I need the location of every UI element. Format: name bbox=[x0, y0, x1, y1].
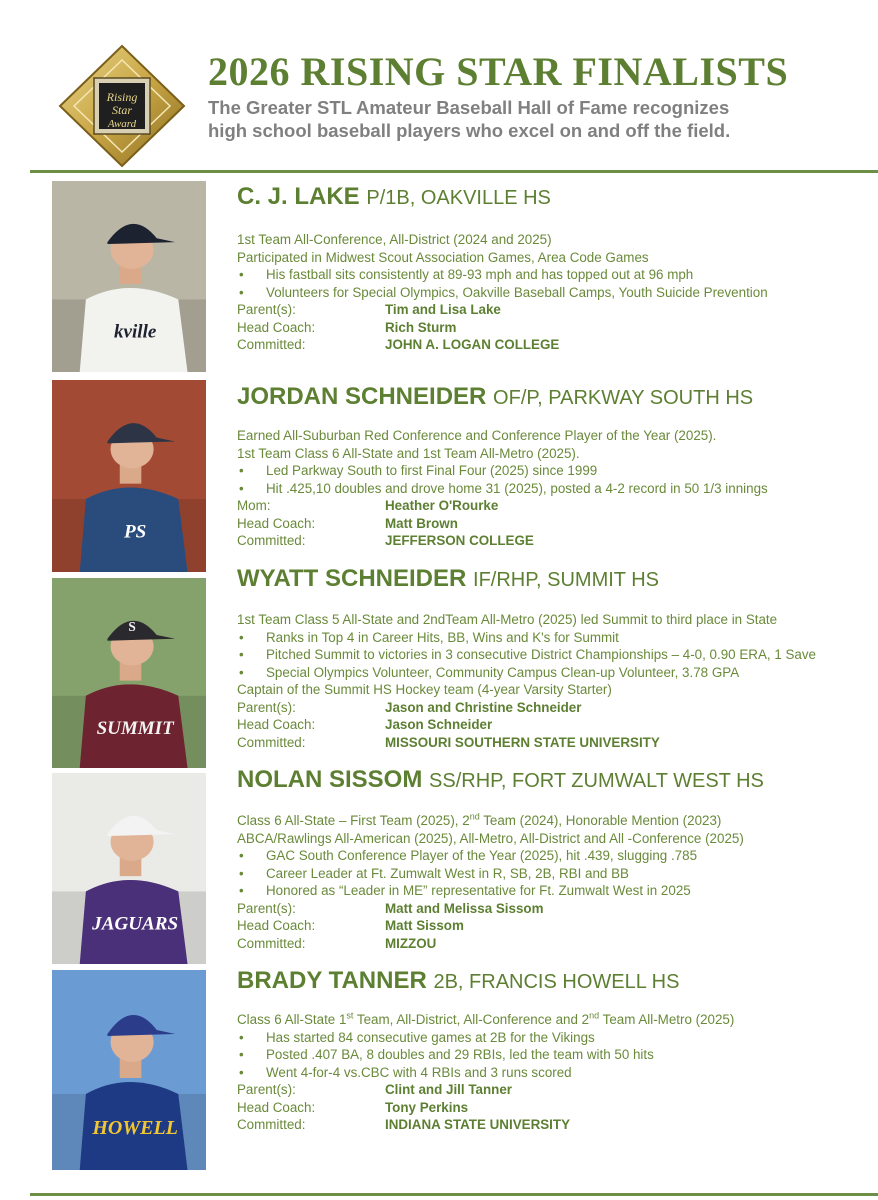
jersey-lettering: PS bbox=[123, 521, 147, 543]
cap-letter: S bbox=[128, 619, 136, 635]
parent-row: Mom: Heather O'Rourke bbox=[237, 498, 499, 513]
jersey-lettering: JAGUARS bbox=[92, 913, 179, 935]
player-name: WYATT SCHNEIDER IF/RHP, SUMMIT HS bbox=[237, 565, 659, 592]
player-card-tanner bbox=[237, 966, 878, 1134]
achievement-bullet: • Went 4-for-4 vs.CBC with 4 RBIs and 3 runs scored bbox=[237, 1064, 878, 1082]
parent-row: Parent(s): Jason and Christine Schneider bbox=[237, 699, 582, 715]
achievement: 1st Team Class 5 All-State and 2ndTeam All-Metro (2025) led Summit to third place in State bbox=[237, 612, 778, 627]
achievement-bullet: • Pitched Summit to victories in 3 consecutive District Championships – 4-0, 0.90 ERA, 1 Save bbox=[237, 646, 878, 664]
player-name: NOLAN SISSOM SS/RHP, FORT ZUMWALT WEST HS bbox=[237, 766, 764, 793]
player-name: JORDAN SCHNEIDER OF/P, PARKWAY SOUTH HS bbox=[237, 383, 754, 410]
jersey-lettering: kville bbox=[113, 321, 157, 343]
parent-row: Parent(s): Matt and Melissa Sissom bbox=[237, 900, 544, 916]
achievement-bullet: • Special Olympics Volunteer, Community Campus Clean-up Volunteer, 3.78 GPA bbox=[237, 664, 878, 682]
achievement-bullet: • Hit .425,10 doubles and drove home 31 (2025), posted a 4-2 record in 50 1/3 innings bbox=[237, 480, 878, 498]
achievement-bullet: • Ranks in Top 4 in Career Hits, BB, Wins and K's for Summit bbox=[237, 629, 878, 647]
achievement-bullet: • GAC South Conference Player of the Year (2025), hit .439, slugging .785 bbox=[237, 847, 878, 865]
player-name: C. J. LAKE P/1B, OAKVILLE HS bbox=[237, 183, 551, 210]
player-name: BRADY TANNER 2B, FRANCIS HOWELL HS bbox=[237, 967, 680, 994]
achievement: 1st Team Class 6 All-State and 1st Team All-Metro (2025). bbox=[237, 445, 580, 461]
player-photo-lake bbox=[52, 181, 206, 372]
coach-row: Head Coach: Rich Sturm bbox=[237, 319, 457, 335]
player-photo-sissom bbox=[52, 773, 206, 964]
achievement: Participated in Midwest Scout Association Games, Area Code Games bbox=[237, 249, 649, 265]
achievement-bullet: • Honored as “Leader in ME” representative for Ft. Zumwalt West in 2025 bbox=[237, 882, 878, 900]
achievement: Earned All-Suburban Red Conference and Conference Player of the Year (2025). bbox=[237, 428, 717, 443]
cap-letter: O bbox=[126, 222, 138, 238]
player-photo-jordan-schneider bbox=[52, 380, 206, 572]
committed-row: Committed: MISSOURI SOUTHERN STATE UNIVERSITY bbox=[237, 734, 660, 750]
coach-row: Head Coach: Tony Perkins bbox=[237, 1099, 469, 1115]
coach-row: Head Coach: Matt Sissom bbox=[237, 918, 464, 933]
committed-row: Committed: JEFFERSON COLLEGE bbox=[237, 533, 534, 548]
logo-text-line1: Rising bbox=[106, 90, 138, 104]
player-card-wyatt-schneider bbox=[237, 564, 878, 751]
committed-row: Committed: JOHN A. LOGAN COLLEGE bbox=[237, 337, 560, 352]
logo-text-line3: Award bbox=[107, 118, 137, 130]
coach-row: Head Coach: Jason Schneider bbox=[237, 717, 493, 732]
subtitle-line-1: The Greater STL Amateur Baseball Hall of Fame recognizes bbox=[208, 97, 730, 118]
page-title: 2026 RISING STAR FINALISTS bbox=[208, 49, 789, 94]
player-card-sissom bbox=[237, 765, 878, 952]
player-card-jordan-schneider bbox=[237, 382, 878, 550]
achievement-bullet: • Posted .407 BA, 8 doubles and 29 RBIs, led the team with 50 hits bbox=[237, 1046, 878, 1064]
subtitle-line-2: high school baseball players who excel on and off the field. bbox=[208, 120, 731, 141]
achievement: ABCA/Rawlings All-American (2025), All-Metro, All-District and All -Conference (2025) bbox=[237, 830, 744, 846]
achievement-bullet: • Has started 84 consecutive games at 2B for the Vikings bbox=[237, 1029, 878, 1047]
achievement: Class 6 All-State 1st Team, All-District, All-Conference and 2nd Team All-Metro (2025) bbox=[237, 1010, 735, 1027]
achievement-bullet: • Career Leader at Ft. Zumwalt West in R, SB, 2B, RBI and BB bbox=[237, 865, 878, 883]
parent-row: Parent(s): Tim and Lisa Lake bbox=[237, 302, 501, 317]
player-photo-tanner bbox=[52, 970, 206, 1170]
player-card-lake bbox=[237, 182, 878, 354]
achievement-bullet: • Volunteers for Special Olympics, Oakville Baseball Camps, Youth Suicide Prevention bbox=[237, 284, 878, 302]
achievement: 1st Team All-Conference, All-District (2024 and 2025) bbox=[237, 232, 552, 247]
rising-star-award-logo bbox=[58, 44, 186, 168]
achievement: Class 6 All-State – First Team (2025), 2nd Team (2024), Honorable Mention (2023) bbox=[237, 811, 722, 828]
achievement-bullet: • Led Parkway South to first Final Four (2025) since 1999 bbox=[237, 462, 878, 480]
achievement: Captain of the Summit HS Hockey team (4-year Varsity Starter) bbox=[237, 682, 612, 697]
parent-row: Parent(s): Clint and Jill Tanner bbox=[237, 1082, 512, 1097]
coach-row: Head Coach: Matt Brown bbox=[237, 515, 458, 531]
logo-text-line2: Star bbox=[111, 103, 133, 117]
jersey-lettering: SUMMIT bbox=[96, 717, 174, 739]
player-photo-wyatt-schneider bbox=[52, 578, 206, 768]
committed-row: Committed: MIZZOU bbox=[237, 935, 437, 951]
committed-row: Committed: INDIANA STATE UNIVERSITY bbox=[237, 1117, 570, 1132]
achievement-bullet: • His fastball sits consistently at 89-93 mph and has topped out at 96 mph bbox=[237, 266, 878, 284]
bottom-divider bbox=[30, 1193, 878, 1196]
top-divider bbox=[30, 170, 878, 173]
jersey-lettering: HOWELL bbox=[92, 1117, 178, 1139]
